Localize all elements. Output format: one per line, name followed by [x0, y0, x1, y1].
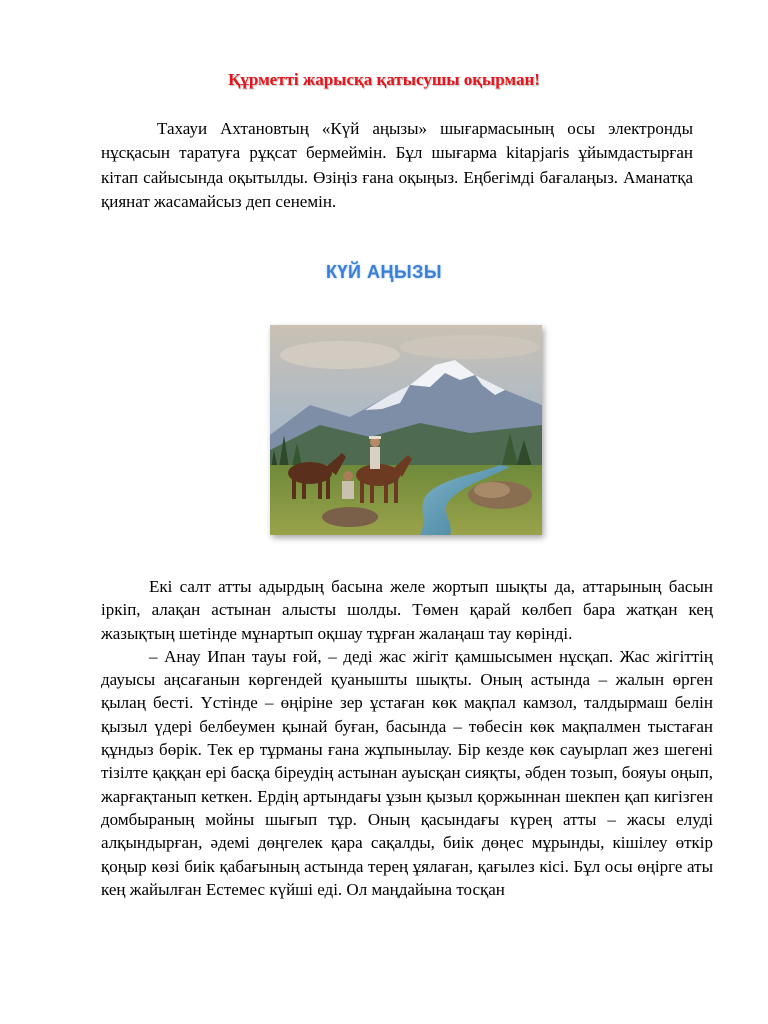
painting-image [270, 325, 542, 535]
story-paragraph-1: Екі салт атты адырдың басына желе жортып шықты да, аттарының басын іркіп, алақан астынан алысты шолды. Төмен қарай көлбеп бара жатқан кең жазықтың шетінде мұнартып оқшау тұрған жалаңаш тау көрінді. [101, 577, 713, 643]
mountain-horse-painting [270, 325, 542, 535]
notice-title: Құрметті жарысқа қатысушы оқырман! [228, 70, 540, 89]
story-text [101, 575, 713, 901]
notice-body: Тахауи Ахтановтың «Күй аңызы» шығармасының осы электронды нұсқасын таратуға рұқсат бермеймін. Бұл шығарма kitapjaris ұйымдастырған кітап сайысында оқытылды. Өзіңіз ғана оқыңыз. Еңбегімді бағалаңыз. Аманатқа қиянат жасамайсыз деп сенемін. [101, 119, 693, 212]
story-title: КҮЙ АҢЫЗЫ [326, 262, 442, 282]
story-paragraph-2: – Анау Ипан тауы ғой, – деді жас жігіт қамшысымен нұсқап. Жас жігіттің дауысы аңсағанын көргендей қуанышты шықты. Оның астында – жалын өрген қылаң бесті. Үстінде – өңіріне зер ұстаған көк мақпал камзол, талдырмаш белін қызыл үдері белбеумен қынай буған, басында – төбесін көк мақпалмен тыстаған құндыз бөрік. Тек ер тұрманы ғана жұпынылау. Бір кезде көк сауырлап жез шегені тізілте қаққан ері басқа біреудің астынан ауысқан сияқты, әбден тозып, бояуы оңып, жарғақтанып кеткен. Ердің артындағы ұзын қызыл қоржыннан шекпен қап кигізген домбыраның мойны шығып тұр. Оның қасындағы күрең атты – жасы елуді алқындырған, әдемі дөңгелек қара сақалды, биік дөңес мұрынды, кішілеу өткір қоңыр көзі биік қабағының астында терең ұялаған, қағылез кісі. Бұл осы өңірге аты кең жайылған Естемес күйші еді. Ол маңдайына тосқан [101, 646, 713, 899]
